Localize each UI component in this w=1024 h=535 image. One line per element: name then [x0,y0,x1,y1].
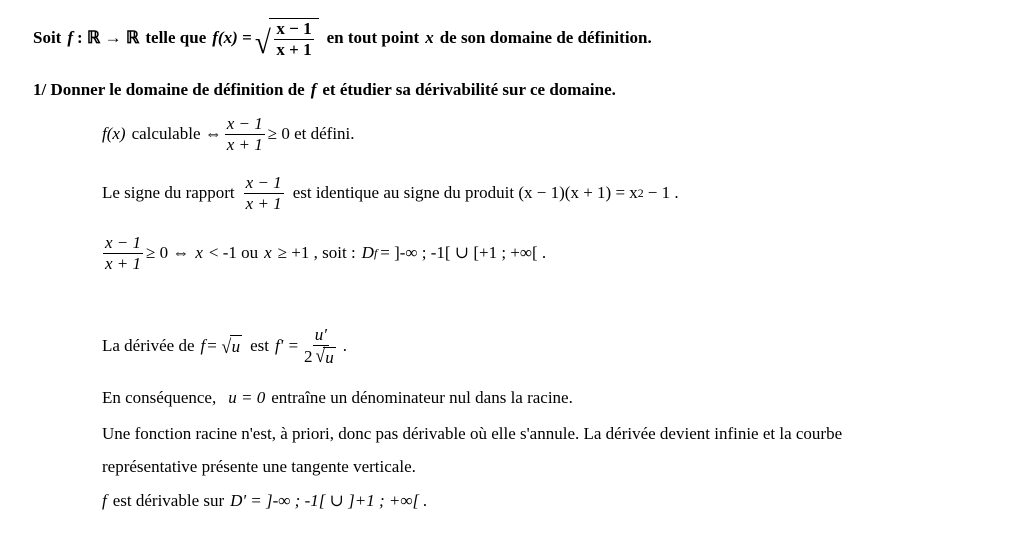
exponent: 2 [637,185,644,200]
radical-sign: √ [315,346,325,368]
function-mapping: : ℝ → ℝ [77,28,140,48]
consequence-line [102,388,573,408]
function-symbol: f [310,80,317,99]
fraction [274,20,313,59]
sqrt-u [221,335,242,357]
domain-value: = ]-∞ ; -1[ ∪ [+1 ; +∞[ . [380,243,547,263]
consequence-rest: entraîne un dénominateur nul dans la racine. [271,388,573,407]
domain-line [100,234,546,273]
derivative-line [102,326,347,367]
fraction-numerator: u′ [314,325,328,344]
function-symbol: f [200,336,206,356]
fraction [244,174,284,213]
domain-symbol: D [361,243,374,263]
fraction-denominator: x + 1 [226,134,263,154]
domain-text-b: < -1 ou [208,243,259,263]
est-word: est [250,336,269,356]
question-text: et étudier sa dérivabilité sur ce domaine. [322,80,616,99]
statement-text-b: de son domaine de définition. [439,28,652,48]
fraction-numerator: x − 1 [245,173,282,192]
variable-x: x [264,243,272,263]
explanation-line-2 [102,457,416,477]
explanation-line-1 [102,424,842,444]
fraction [302,326,340,367]
radical-sign: √ [221,336,232,358]
variable-x: x [425,28,434,48]
function-symbol: f [67,28,74,48]
calculable-text: calculable ⇔ [131,124,222,144]
derivative-text: La dérivée de [102,336,195,356]
fraction [225,115,265,154]
domain-text-a: ≥ 0 ⇔ [146,243,190,263]
sign-end: − 1 . [647,183,679,203]
domain-subscript: f [373,245,378,260]
sign-rest: est identique au signe du produit (x − 1)(x + 1) = x [292,183,638,203]
question-1 [33,80,616,100]
telle-que: telle que [145,28,207,48]
fraction-denominator: x + 1 [276,39,312,59]
sign-text: Le signe du rapport [102,183,235,203]
equals: = [207,336,217,356]
function-symbol: f [102,491,107,510]
derivability-domain: D' = ]-∞ ; -1[ ∪ ]+1 ; +∞[ . [230,491,428,510]
domain-text-c: ≥ +1 , soit : [277,243,356,263]
den-coefficient: 2 [304,346,313,366]
radical-sign: √ [254,24,271,61]
function-def-label: f(x) = [212,28,252,48]
explanation-text: Une fonction racine n'est, à priori, donc pas dérivable où elle s'annule. La dérivée devient infinie et la courbe [102,424,843,443]
conclusion-line [102,491,428,511]
fraction-numerator: x − 1 [276,19,312,38]
fraction [103,234,143,273]
question-label: 1/ Donner le domaine de définition de [33,80,305,99]
fraction-numerator: x − 1 [226,114,263,133]
u-equation: u = 0 [228,388,266,407]
soit-word: Soit [33,28,62,48]
period: . [342,336,348,356]
radicand: u [325,347,334,367]
problem-statement [33,18,652,59]
consequence-text: En conséquence, [102,388,217,407]
radicand: u [231,337,241,357]
sqrt-expression [254,18,319,59]
derivative-symbol: f' = [274,336,300,356]
sign-line [102,174,679,213]
fraction-numerator: x − 1 [105,233,142,252]
conclusion-text: est dérivable sur [112,491,225,510]
fraction-denominator: x + 1 [245,193,282,213]
variable-x: x [195,243,203,263]
condition-text: ≥ 0 et défini. [267,124,355,144]
condition-line [102,115,355,154]
fraction-denominator [302,346,340,367]
statement-text-a: en tout point [326,28,420,48]
fraction-denominator: x + 1 [105,253,142,273]
fx-label: f(x) [102,124,126,144]
sqrt-u [315,347,336,367]
explanation-text: représentative présente une tangente verticale. [102,457,416,476]
